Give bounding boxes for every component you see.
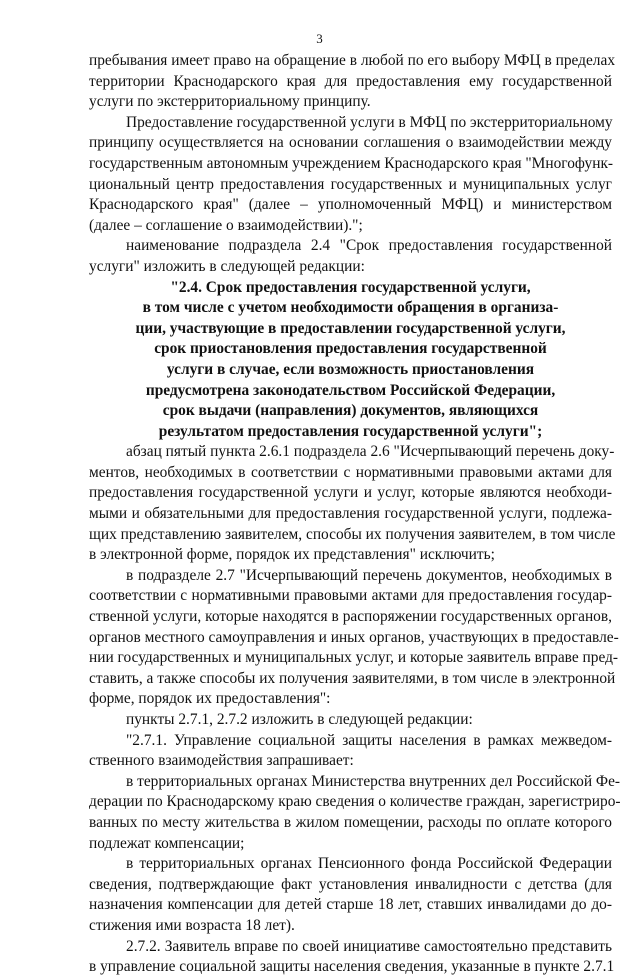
paragraph-line: в территориальных органах Министерства внутренних дел Российской Фе- — [126, 772, 621, 790]
paragraph-line: ставить, а также способы их получения заявителями, в том числе в электронной — [89, 669, 616, 687]
paragraph-line: предоставления государственной услуги и услуг, которые являются необходи- — [89, 484, 612, 502]
section-heading-line: в том числе с учетом необходимости обращения в организа- — [142, 299, 559, 317]
paragraph-line: пункты 2.7.1, 2.7.2 изложить в следующей редакции: — [126, 711, 473, 728]
paragraph-line: в территориальных органах Пенсионного фонда Российской Федерации — [126, 855, 612, 873]
paragraph-line: территории Краснодарского края для предоставления ему государственной — [89, 72, 612, 90]
section-heading-line: ции, участвующие в предоставлении государственной услуги, — [135, 319, 566, 337]
paragraph-line: нии государственных и муниципальных услуг, и которые заявитель вправе пред- — [89, 649, 619, 667]
paragraph-line: абзац пятый пункта 2.6.1 подраздела 2.6 "Исчерпывающий перечень доку- — [126, 443, 615, 461]
paragraph-line: (далее – соглашение о взаимодействии)."; — [89, 216, 363, 234]
paragraph-line: стижения ими возраста 18 лет). — [89, 916, 295, 934]
paragraph-line: форме, порядок их предоставления": — [89, 690, 331, 708]
paragraph-line: в электронной форме, порядок их представления" исключить; — [89, 546, 495, 564]
paragraph-line: 2.7.2. Заявитель вправе по своей инициативе самостоятельно представить — [126, 937, 612, 955]
section-heading-line: срок приостановления предоставления государственной — [154, 340, 547, 358]
section-heading-line: срок выдачи (направления) документов, являющихся — [162, 402, 539, 420]
paragraph-line: принципу осуществляется на основании соглашения о взаимодействии между — [89, 134, 612, 152]
paragraph-line: услуги" изложить в следующей редакции: — [89, 257, 365, 275]
paragraph-line: в управление социальной защиты населения сведения, указанные в пункте 2.7.1 — [89, 958, 615, 976]
paragraph-line: пребывания имеет право на обращение в любой по его выбору МФЦ в пределах — [89, 52, 616, 69]
paragraph-line: подлежат компенсации; — [89, 834, 245, 852]
paragraph-line: в подразделе 2.7 "Исчерпывающий перечень документов, необходимых в — [126, 566, 612, 584]
paragraph-line: сведения, подтверждающие факт установления инвалидности с детства (для — [89, 875, 612, 893]
section-heading-line: результатом предоставления государственной услуги"; — [158, 422, 543, 440]
paragraph-line: соответствии с нормативными правовыми актами для предоставления государ- — [89, 587, 612, 605]
paragraph-line: ванных по месту жительства в жилом помещении, расходы по оплате которого — [89, 813, 612, 831]
paragraph-line: государственным автономным учреждением Краснодарского края "Многофунк- — [89, 154, 614, 172]
paragraph-line: наименование подраздела 2.4 "Срок предоставления государственной — [126, 237, 612, 255]
section-heading-line: услуги в случае, если возможность приостановления — [166, 360, 535, 378]
paragraph-line: мыми и обязательными для предоставления государственной услуги, подлежа- — [89, 505, 612, 523]
paragraph-line: ственного взаимодействия запрашивает: — [89, 752, 354, 770]
paragraph-line: назначения компенсации для детей старше 18 лет, ставших инвалидами до до- — [89, 896, 612, 914]
document-body — [89, 51, 621, 978]
paragraph-line: органов местного самоуправления и иных органов, участвующих в предоставле- — [89, 628, 619, 646]
section-heading-line: предусмотрена законодательством Российской Федерации, — [145, 381, 556, 399]
paragraph-line: ментов, необходимых в соответствии с нормативными правовыми актами для — [89, 463, 612, 481]
paragraph-line: щих представлению заявителем, способы их получения заявителем, в том числе — [89, 525, 616, 543]
page-number: 3 — [316, 31, 323, 46]
paragraph-line: дерации по Краснодарскому краю сведения о количестве граждан, зарегистриро- — [89, 793, 621, 811]
paragraph-line: услуги по экстерриториальному принципу. — [89, 93, 371, 111]
paragraph-line: циональный центр предоставления государственных и муниципальных услуг — [89, 175, 612, 193]
paragraph-line: "2.7.1. Управление социальной защиты населения в рамках межведом- — [126, 731, 612, 749]
paragraph-line: ственной услуги, которые находятся в распоряжении государственных органов, — [89, 608, 612, 626]
paragraph-line: Краснодарского края" (далее – уполномоченный МФЦ) и министерством — [89, 196, 612, 214]
paragraph-line: Предоставление государственной услуги в МФЦ по экстерриториальному — [126, 113, 613, 131]
section-heading-line: "2.4. Срок предоставления государственной услуги, — [170, 278, 531, 296]
